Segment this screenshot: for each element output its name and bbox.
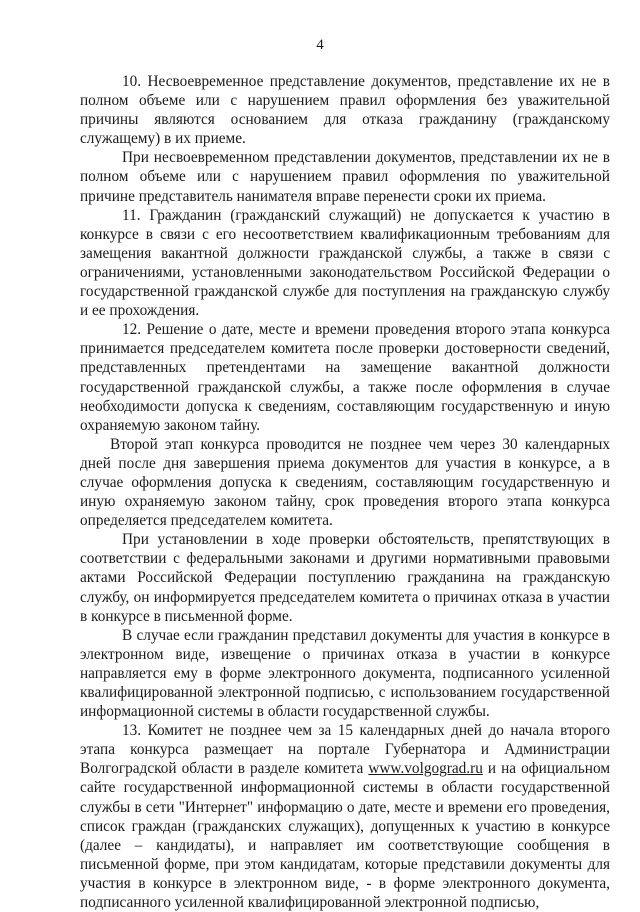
paragraph-10: 10. Несвоевременное представление документов, представление их не в полном объеме или с нарушением правил оформления без уважительной причины являются основанием для отказа гражданину (гражданскому служащему) в их приеме. bbox=[80, 73, 610, 148]
document-body bbox=[80, 72, 610, 912]
paragraph-12-second-stage-timing: Второй этап конкурса проводится не позднее чем через 30 календарных дней после дня завершения приема документов для участия в конкурсе, а в случае оформления допуска к сведениям, составляющим государственную и иную охраняемую законом тайну, срок проведения второго этапа конкурса определяется председателем комитета. bbox=[80, 435, 610, 530]
paragraph-13-text-start: 13. Комитет не позднее чем за 15 календарных дней до начала второго этапа конкурса размещает на портале Губернатора и Администрации Волгоградской области в разделе комитета bbox=[80, 722, 610, 778]
paragraph-10-late-submission: При несвоевременном представлении документов, представлении их не в полном объеме или с нарушением правил оформления по уважительной причине представитель нанимателя вправе перенести сроки их приема. bbox=[80, 149, 610, 205]
paragraph-13 bbox=[80, 721, 610, 912]
paragraph-12-electronic-notice: В случае если гражданин представил документы для участия в конкурсе в электронном виде, извещение о причинах отказа в участии в конкурсе направляется ему в форме электронного документа, подписанного усиленной квалифицированной электронной подписью, с использованием государственной информационной системы в области государственной службы. bbox=[80, 626, 610, 721]
paragraph-12: 12. Решение о дате, месте и времени проведения второго этапа конкурса принимается председателем комитета после проверки достоверности сведений, представленных претендентами на замещение вакантной должности государственной гражданской службы, а также после оформления в случае необходимости допуска к сведениям, составляющим государственную и иную охраняемую законом тайну. bbox=[80, 321, 610, 434]
page-number: 4 bbox=[316, 37, 324, 53]
paragraph-11: 11. Гражданин (гражданский служащий) не допускается к участию в конкурсе в связи с его несоответствием квалификационным требованиям для замещения вакантной должности гражданской службы, а также в связи с ограничениями, установленными законодательством Российской Федерации о государственной гражданской службе для поступления на гражданскую службу и ее прохождения. bbox=[80, 206, 610, 320]
volgograd-portal-link[interactable]: www.volgograd.ru bbox=[368, 760, 483, 778]
paragraph-13-text-end: и на официальном сайте государственной информационной системы в области государственной службы в сети "Интернет" информацию о дате, месте и времени его проведения, список граждан (гражданских служащих), допущенных к участию в конкурсе (далее – кандидаты), и направляет им соответствующие сообщения в письменной форме, при этом кандидатам, которые представили документы для участия в конкурсе в электронном виде, - в форме электронного документа, подписанного усиленной квалифицированной электронной подписью, bbox=[80, 760, 610, 912]
paragraph-12-refusal-notice: При установлении в ходе проверки обстоятельств, препятствующих в соответствии с федеральными законами и другими нормативными правовыми актами Российской Федерации поступлению гражданина на гражданскую службу, он информируется председателем комитета о причинах отказа в участии в конкурсе в письменной форме. bbox=[80, 531, 610, 625]
